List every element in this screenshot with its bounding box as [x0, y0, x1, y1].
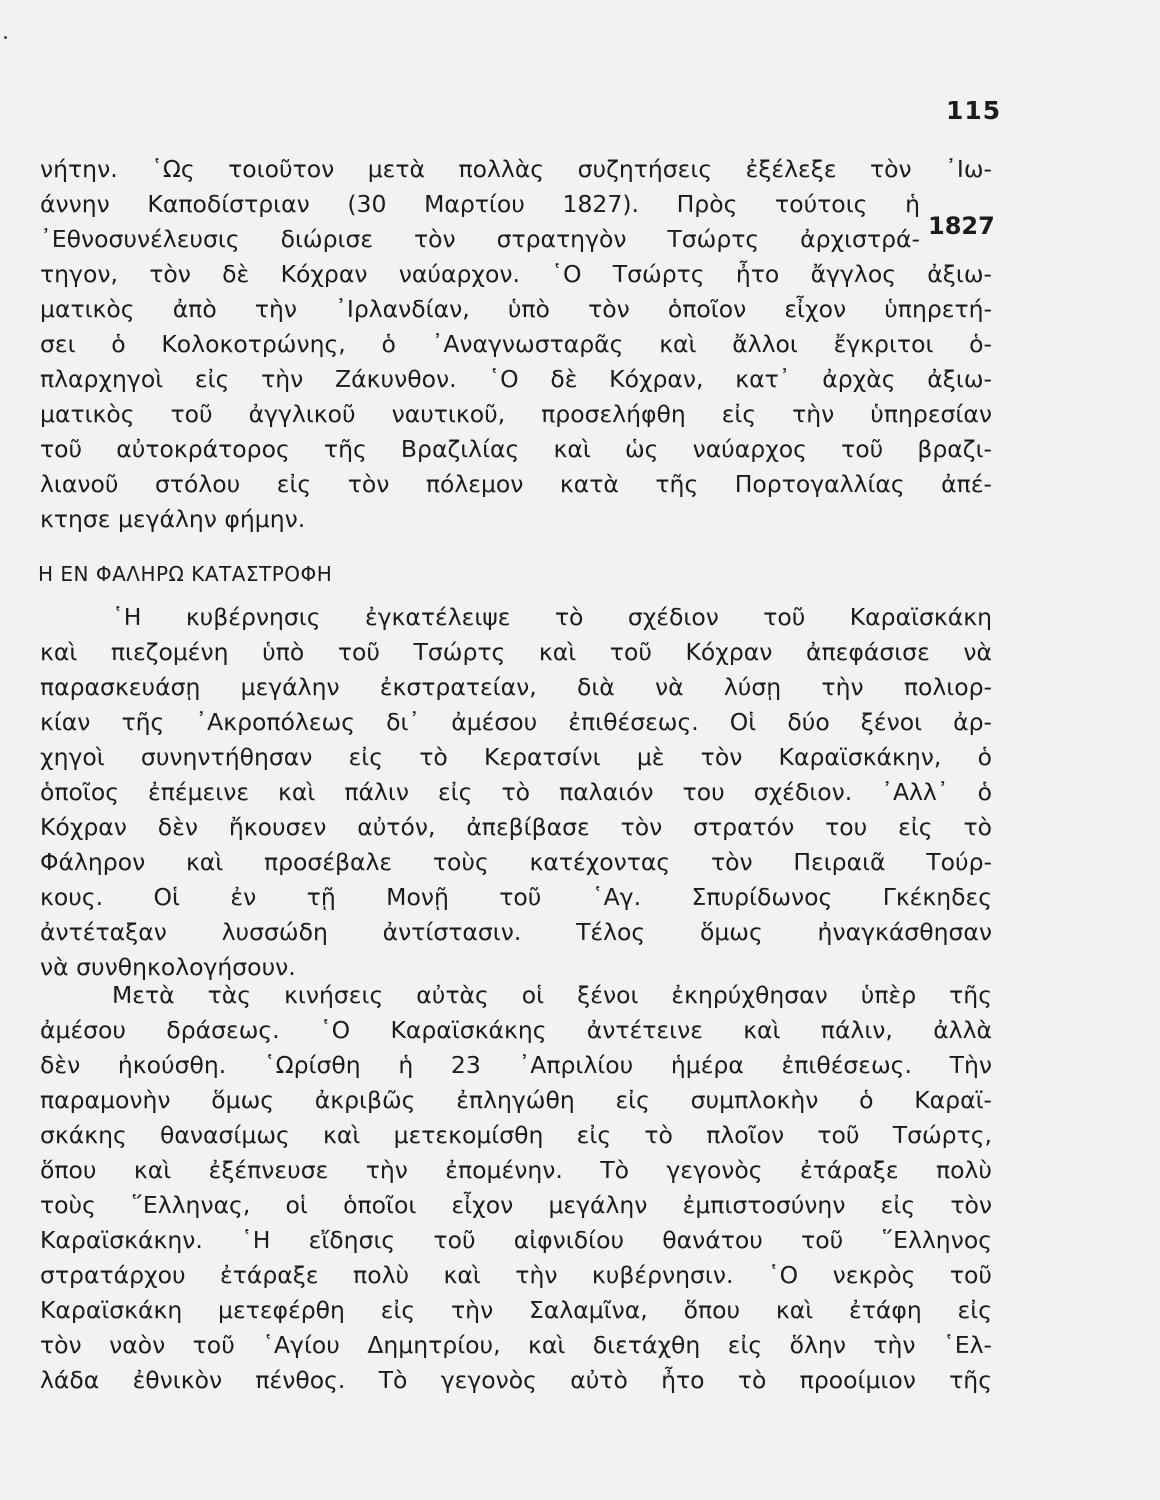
text-line: νήτην. ῾Ως τοιοῦτον μετὰ πολλὰς συζητήσεις ἐξέλεξε τὸν ᾿Ιω- [40, 155, 992, 183]
text-line: πλαρχηγοὶ εἰς τὴν Ζάκυνθον. ῾Ο δὲ Κόχραν, κατ᾿ ἀρχὰς ἀξιω- [40, 365, 992, 393]
margin-year-note: 1827 [928, 212, 995, 240]
text-line: νὰ συνθηκολογήσουν. [40, 953, 296, 981]
text-line: στρατάρχου ἐτάραξε πολὺ καὶ τὴν κυβέρνησιν. ῾Ο νεκρὸς τοῦ [40, 1261, 992, 1289]
text-line: ἀμέσου δράσεως. ῾Ο Καραϊσκάκης ἀντέτεινε καὶ πάλιν, ἀλλὰ [40, 1016, 992, 1044]
section-heading: Η ΕΝ ΦΑΛΗΡΩ ΚΑΤΑΣΤΡΟΦΗ [38, 562, 333, 586]
text-line: ῾Η κυβέρνησις ἐγκατέλειψε τὸ σχέδιον τοῦ Καραϊσκάκη [112, 603, 992, 631]
text-line: δὲν ἠκούσθη. ῾Ωρίσθη ἡ 23 ᾿Απριλίου ἡμέρα ἐπιθέσεως. Τὴν [40, 1051, 992, 1079]
paragraph-3 [40, 978, 992, 1398]
text-line: Μετὰ τὰς κινήσεις αὐτὰς οἱ ξένοι ἐκηρύχθησαν ὑπὲρ τῆς [112, 981, 992, 1009]
text-line: ὁποῖος ἐπέμεινε καὶ πάλιν εἰς τὸ παλαιόν του σχέδιον. ᾿Αλλ᾿ ὁ [40, 778, 992, 806]
text-line: Καραϊσκάκη μετεφέρθη εἰς τὴν Σαλαμῖνα, ὅπου καὶ ἐτάφη εἰς [40, 1296, 992, 1324]
text-line: ὅπου καὶ ἐξέπνευσε τὴν ἐπομένην. Τὸ γεγονὸς ἐτάραξε πολὺ [40, 1156, 992, 1184]
text-line: Φάληρον καὶ προσέβαλε τοὺς κατέχοντας τὸν Πειραιᾶ Τούρ- [40, 848, 992, 876]
text-line: τηγον, τὸν δὲ Κόχραν ναύαρχον. ῾Ο Τσώρτς ἦτο ἄγγλος ἀξιω- [40, 260, 992, 288]
text-line: παραμονὴν ὅμως ἀκριβῶς ἐπληγώθη εἰς συμπλοκὴν ὁ Καραϊ- [40, 1086, 992, 1114]
text-line: άννην Καποδίστριαν (30 Μαρτίου 1827). Πρὸς τούτοις ἡ [40, 190, 920, 218]
text-line: κτησε μεγάλην φήμην. [40, 505, 306, 533]
paragraph-1 [40, 152, 992, 537]
text-line: ἀντέταξαν λυσσώδη ἀντίστασιν. Τέλος ὅμως ἠναγκάσθησαν [40, 918, 992, 946]
text-line: σκάκης θανασίμως καὶ μετεκομίσθη εἰς τὸ πλοῖον τοῦ Τσώρτς, [40, 1121, 992, 1149]
text-line: κίαν τῆς ᾿Ακροπόλεως δι᾿ ἀμέσου ἐπιθέσεως. Οἱ δύο ξένοι ἀρ- [40, 708, 992, 736]
scan-speck [4, 36, 7, 39]
page-number: 115 [946, 96, 1002, 125]
text-line: κους. Οἱ ἐν τῇ Μονῇ τοῦ ῾Αγ. Σπυρίδωνος Γκέκηδες [40, 883, 992, 911]
text-line: χηγοὶ συνηντήθησαν εἰς τὸ Κερατσίνι μὲ τὸν Καραϊσκάκην, ὁ [40, 743, 992, 771]
text-line: παρασκευάσῃ μεγάλην ἐκστρατείαν, διὰ νὰ λύσῃ τὴν πολιορ- [40, 673, 992, 701]
text-line: καὶ πιεζομένη ὑπὸ τοῦ Τσώρτς καὶ τοῦ Κόχραν ἀπεφάσισε νὰ [40, 638, 992, 666]
text-line: Κόχραν δὲν ἤκουσεν αὐτόν, ἀπεβίβασε τὸν στρατόν του εἰς τὸ [40, 813, 992, 841]
text-line: τοὺς ῞Ελληνας, οἱ ὁποῖοι εἶχον μεγάλην ἐμπιστοσύνην εἰς τὸν [40, 1191, 992, 1219]
text-line: ᾿Εθνοσυνέλευσις διώρισε τὸν στρατηγὸν Τσώρτς ἀρχιστρά- [40, 225, 920, 253]
text-line: λάδα ἐθνικὸν πένθος. Τὸ γεγονὸς αὐτὸ ἦτο τὸ προοίμιον τῆς [40, 1366, 992, 1394]
text-line: λιανοῦ στόλου εἰς τὸν πόλεμον κατὰ τῆς Πορτογαλλίας ἀπέ- [40, 470, 992, 498]
text-line: ματικὸς τοῦ ἀγγλικοῦ ναυτικοῦ, προσελήφθη εἰς τὴν ὑπηρεσίαν [40, 400, 992, 428]
text-line: τὸν ναὸν τοῦ ῾Αγίου Δημητρίου, καὶ διετάχθη εἰς ὅλην τὴν ῾Ελ- [40, 1331, 992, 1359]
text-line: ματικὸς ἀπὸ τὴν ᾿Ιρλανδίαν, ὑπὸ τὸν ὁποῖον εἶχον ὑπηρετή- [40, 295, 992, 323]
paragraph-2 [40, 600, 992, 985]
text-line: σει ὁ Κολοκοτρώνης, ὁ ᾿Αναγνωσταρᾶς καὶ ἄλλοι ἔγκριτοι ὁ- [40, 330, 992, 358]
text-line: τοῦ αὐτοκράτορος τῆς Βραζιλίας καὶ ὡς ναύαρχος τοῦ βραζι- [40, 435, 992, 463]
text-line: Καραϊσκάκην. ῾Η εἴδησις τοῦ αἰφνιδίου θανάτου τοῦ ῞Ελληνος [40, 1226, 992, 1254]
